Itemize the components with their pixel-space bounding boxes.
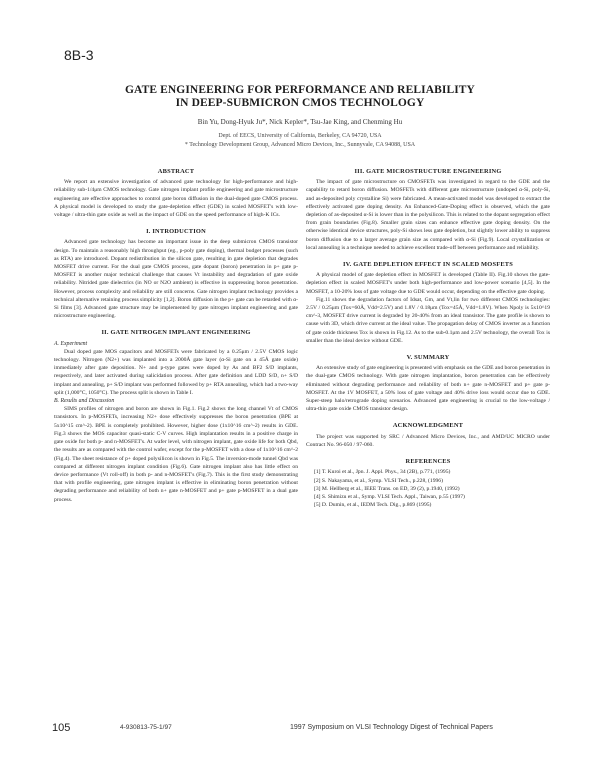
microstructure-text: The impact of gate microstructure on CMOSFETs was investigated in regard to the GDE and the capability to retard boron diffusion. MOSFETs with different gate microstructure (undoped α-Si, poly-Si, and as-deposited poly crystalline Si) were fabricated. A mean-activated model was developed to extract the effectively activated gate doping density. An Enhanced-Gate-Doping effect is observed, which the gate depletion of as-deposited α-Si is lower than in the polysilicon. This is related to the dopant segregation effect from grain boundaries (Fig.8). Smaller grain sizes can enhance effective gate doping density. On the otherwise identical device structures, poly-Si shows less gate depletion, but slightly lower ability to suppress boron diffusion due to a larger average grain size as compared with α-Si (Fig.9). Local crystallization or local annealing is a technique needed to achieve excellent trade-off between performance and reliability. [306, 179, 550, 251]
session-label: 8B-3 [64, 47, 94, 63]
page-number: 105 [52, 722, 71, 734]
page-footer [0, 722, 600, 736]
paper-title-line1: GATE ENGINEERING FOR PERFORMANCE AND RELIABILITY [125, 84, 475, 96]
paper-title-line2: IN DEEP-SUBMICRON CMOS TECHNOLOGY [175, 97, 425, 109]
left-column [54, 168, 298, 504]
microstructure-heading: III. GATE MICROSTRUCTURE ENGINEERING [354, 168, 502, 175]
summary-heading: V. SUMMARY [406, 354, 450, 362]
reference-item: [1] T. Kuroi et al., Jpn. J. Appl. Phys., 34 (2B), p.771, (1995) [314, 469, 451, 476]
experiment-text: Dual doped gate MOS capacitors and MOSFETs were fabricated by a 0.25μm / 2.5V CMOS logic technology. Nitrogen (N2+) was implanted into a 2000Å gate layer (α-Si gate on a 45Å gate oxide) immediately after gate deposition. N+ and p-type gates were doped by As and BF2 S/D implants, respectively, and later activated during salicidation process. After gate definition and LDD S/D, n+ S/D implant and annealing, p+ S/D implant was performed followed by p+ RTA annealing, which had a two-way split (1,000°C, 1050°C). The process split is shown in Table I. [54, 348, 298, 396]
depletion-text-1: A physical model of gate depletion effect in MOSFET is developed (Table II). Fig.10 shows the gate-depletion effect in scaled MOSFET's under both high-performance and low-power scenario [4,5]. In the MOSFET, a 10-20% loss of gate voltage due to GDE would occur, depending on the effective gate doping. [306, 272, 550, 295]
references-heading: REFERENCES [405, 458, 451, 466]
right-column [306, 168, 550, 509]
title-block [0, 84, 600, 150]
results-text: SIMS profiles of nitrogen and boron are shown in Fig.1. Fig.2 shows the long channel Vt of CMOS transistors. In p-MOSFETs, increasing N2+ dose effectively suppresses the boron penetration (BPE at 5x10^15 cm^-2). BPE is completely prohibited. However, higher dose (1x10^16 cm^-2) results in GDE. Fig.3 shows the MOS capacitor quasi-static C-V curves. High implantation results in a positive charge in gate oxide for both p- and n-MOSFET's. At wafer level, with nitrogen implant, gate oxide life for both Qbd, the results are as compared with the control wafer, except for the p-MOSFET with a dose of 1x10^16 cm^-2 (Fig.4). The sheet resistance of p+ doped polysilicon is shown in Fig.5. The inversion-mode tunnel Qbd was compared at different nitrogen implant condition (Fig.6). Gate nitrogen implant also has little effect on device performance (Vt roll-off) in both p- and n-MOSFET's (Fig.7). This is the first study demonstrating that with profile engineering, gate nitrogen implant is effective in eliminating boron penetration without degrading performance and reliability of both n+ gate n-MOSFET and p+ gate p-MOSFET in a dual gate process. [54, 406, 298, 503]
abstract-heading: ABSTRACT [157, 168, 195, 175]
intro-text: Advanced gate technology has become an important issue in the deep submicron CMOS transistor design. To maintain a reasonably high throughput (eg., p-poly gate doping), thermal budget processes (such as RTA) are introduced. Dopant redistribution in the silicon gate, resulting in gate depletion that degrades MOSFET drive current. For the dual gate CMOS process, gate dopant (boron) penetration in p+ gate p-MOSFET is another major technical challenge that causes Vt instability and degradation of gate oxide reliability. Nitrided gate dielectrics (in NO or N2O ambient) is effective in suppressing boron penetration. However, process complexity and reliability are still concerns. Gate nitrogen implant technology provides a technical alternative retaining process simplicity [1,2]. Boron diffusion in the p+ gate can be retarded with α-Si films [3]. Advanced gate structure may be implemented by gate nitrogen implant engineering and gate microstructure engineering. [54, 239, 298, 320]
publication-code: 4-930813-75-1/97 [120, 724, 172, 731]
abstract-text: We report an extensive investigation of advanced gate technology for high-performance and high-reliability sub-1/4μm CMOS technology. Gate nitrogen implant profile engineering and gate microstructure engineering are effective approaches to control gate boron diffusion in the dual-doped gate CMOS process. A physical model is developed to study the gate-depletion effect (GDE) in scaled MOSFET's with low-voltage / ultra-thin gate oxide as well as the impact of GDE on the speed performance of high-K ICs. [54, 179, 298, 219]
reference-item: [4] S. Shimizu et al., Symp. VLSI Tech. Appl., Taiwan, p.55 (1997) [314, 493, 465, 500]
experiment-subheading: A. Experiment [54, 340, 88, 347]
ack-text: The project was supported by SRC / Advanced Micro Devices, Inc., and AMD/UC MICRO under Contract No. 96-050 / 97-060. [306, 433, 550, 448]
affiliation-2: * Technology Development Group, Advanced Micro Devices, Inc., Sunnyvale, CA 94088, USA [184, 142, 416, 148]
venue-label: 1997 Symposium on VLSI Technology Digest of Technical Papers [290, 724, 493, 731]
depletion-text-2: Fig.11 shows the degradation factors of Idsat, Gm, and Vt,lin for two different CMOS technologies: 2.5V / 0.25μm (Tox=60Å, Vdd=2.5V) and 1.8V / 0.18μm (Tox=45Å, Vdd=1.8V). When Npoly is 5x10^19 cm^-3, MOSFET drive current is degraded by 20-40% from an ideal transistor. The gate profile is shown to cause with 3D, which drive current at the ideal value. The propagation delay of CMOS inverter as a function of gate oxide thickness Tox is shown in Fig.12. As to the sub-0.1μm and 2.5V technology, the overall Tox is smaller than the ideal device without GDE. [306, 296, 550, 344]
results-subheading: B. Results and Discussion [54, 398, 115, 405]
depletion-heading: IV. GATE DEPLETION EFFECT IN SCALED MOSFETS [343, 261, 513, 269]
reference-item: [2] S. Nakayama, et al., Symp. VLSI Tech., p.228, (1996) [314, 477, 443, 484]
authors: Bin Yu, Dong-Hyuk Ju*, Nick Kepler*, Tsu-Jae King, and Chenming Hu [197, 118, 403, 126]
reference-item: [5] D. Dumin, et al., IEDM Tech. Dig., p.869 (1995) [314, 502, 432, 509]
affiliation-1: Dept. of EECS, University of California, Berkeley, CA 94720, USA [218, 133, 382, 139]
intro-heading: I. INTRODUCTION [146, 228, 206, 236]
ack-heading: ACKNOWLEDGMENT [392, 422, 464, 430]
nitrogen-heading: II. GATE NITROGEN IMPLANT ENGINEERING [101, 329, 251, 337]
summary-text: An extensive study of gate engineering is presented with emphasis on the GDE and boron penetration in the dual-gate CMOS technology. With gate nitrogen implantation, boron penetration can be effectively eliminated without degrading performance and reliability of both n+ gate n-MOSFET and p+ gate p-MOSFET. At the 1V MOSFET, a 50% loss of gate voltage and 40% drive loss would occur due to GDE. Super-steep halo/retrograde doping scenarios. Advanced gate engineering is crucial to the low-voltage / ultra-thin gate oxide CMOS transistor design. [306, 365, 550, 413]
references-list [306, 468, 550, 509]
reference-item: [3] M. Hellberg et al., IEEE Trans. on ED, 39 (2), p.1940, (1992) [314, 485, 460, 492]
